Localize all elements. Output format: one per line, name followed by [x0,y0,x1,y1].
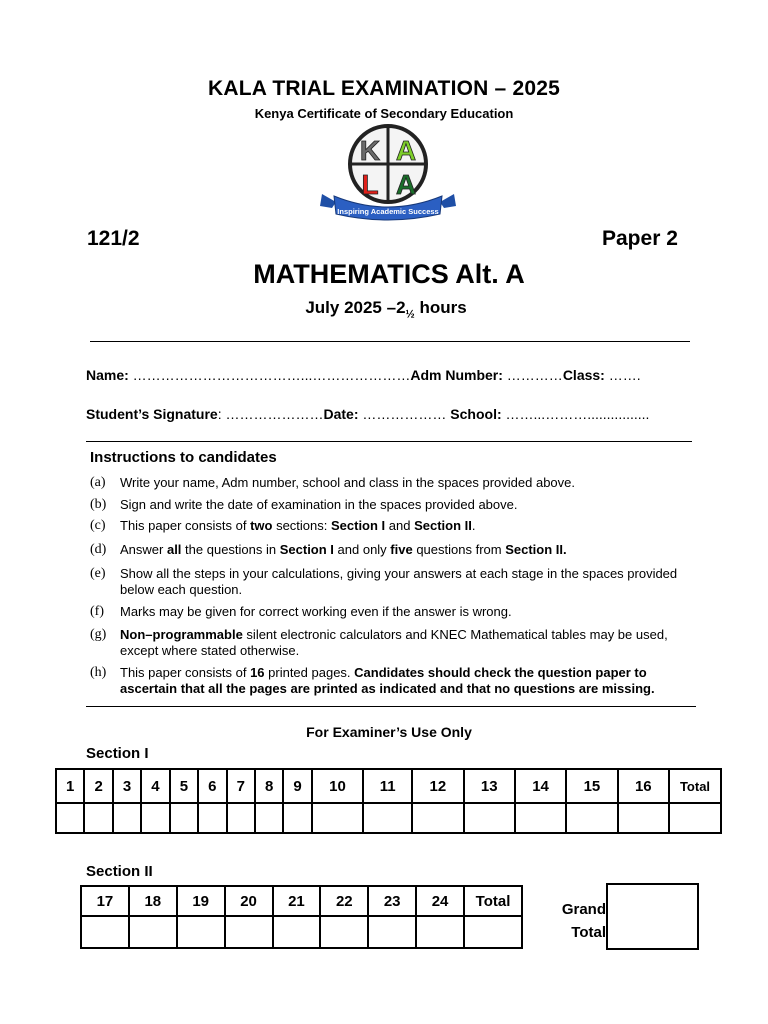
instruction-f: (f) Marks may be given for correct working even if the answer is wrong. [90,604,512,619]
section1-mark-cell-14[interactable] [515,803,566,833]
logo-banner-text: Inspiring Academic Success [337,207,439,216]
section1-mark-cell-4[interactable] [141,803,169,833]
class-label: Class: [562,367,605,383]
instruction-c: (c) This paper consists of two sections: Section I and Section II. [90,518,476,533]
section1-header-11: 11 [363,769,412,803]
divider-middle [86,441,692,442]
section2-header-21: 21 [273,886,321,916]
examiner-heading: For Examiner’s Use Only [306,724,472,740]
paper-code: 121/2 [87,227,140,250]
section1-mark-cell-6[interactable] [198,803,226,833]
exam-subtitle: Kenya Certificate of Secondary Education [254,106,514,121]
section2-header-23: 23 [368,886,416,916]
section1-mark-cell-16[interactable] [618,803,669,833]
school-field[interactable]: ……...………................ [501,406,650,422]
section1-mark-cell-9[interactable] [283,803,311,833]
section1-header-8: 8 [255,769,283,803]
logo-letter-a1: A [395,135,417,166]
exam-date: July 2025 $-2_{\frac{1}{2}}$ hours [305,298,467,321]
section1-mark-cell-1[interactable] [56,803,84,833]
section1-mark-cell-5[interactable] [170,803,198,833]
section2-header-17: 17 [81,886,129,916]
class-field[interactable]: ……. [604,367,641,383]
signature-field[interactable]: : ………………… [217,406,324,422]
signature-row [86,406,649,422]
section1-header-12: 12 [412,769,463,803]
section2-mark-cell-17[interactable] [81,916,129,948]
section2-mark-cell-21[interactable] [273,916,321,948]
section2-mark-cell-total[interactable] [464,916,522,948]
section2-mark-cell-22[interactable] [320,916,368,948]
logo-letter-l: L [361,169,379,200]
subject-title: MATHEMATICS Alt. A [253,259,525,289]
section1-label: Section I [86,745,149,762]
name-label: Name: [86,367,129,383]
grand-total-box[interactable] [606,883,699,950]
section2-header-20: 20 [225,886,273,916]
paper-number: Paper 2 [602,227,678,250]
signature-label: Student’s Signature [86,406,218,422]
section2-header-18: 18 [129,886,177,916]
section1-header-14: 14 [515,769,566,803]
section1-header-2: 2 [84,769,112,803]
instructions-heading: Instructions to candidates [90,449,277,466]
section1-mark-cell-7[interactable] [227,803,255,833]
section2-mark-cell-23[interactable] [368,916,416,948]
name-row [86,367,641,383]
section2-header-24: 24 [416,886,464,916]
instruction-d: (d) Answer all the questions in Section I and only five questions from Section II. [90,542,567,557]
grand-total-label: Grand Total [561,901,606,941]
section1-header-7: 7 [227,769,255,803]
section1-mark-cell-8[interactable] [255,803,283,833]
section1-header-15: 15 [566,769,617,803]
instruction-g: (g) Non–programmable silent electronic calculators and KNEC Mathematical tables may be used, except where stated otherwise. [90,627,668,658]
logo-letter-k: K [359,135,381,166]
logo-letter-a2: A [395,169,417,200]
section1-mark-cell-12[interactable] [412,803,463,833]
section2-header-19: 19 [177,886,225,916]
section1-header-16: 16 [618,769,669,803]
section1-header-1: 1 [56,769,84,803]
name-field[interactable]: ………………………………...………………… [128,367,411,383]
section1-header-10: 10 [312,769,363,803]
section1-mark-cell-13[interactable] [464,803,515,833]
section2-header-total: Total [464,886,522,916]
section2-mark-cell-19[interactable] [177,916,225,948]
date-label: Date: [323,406,359,422]
adm-label: Adm Number: [410,367,503,383]
section2-label: Section II [86,863,153,880]
section1-header-4: 4 [141,769,169,803]
school-label: School: [450,406,502,422]
adm-field[interactable]: ………… [502,367,563,383]
instruction-e: (e) Show all the steps in your calculations, giving your answers at each stage in the spaces provided below each question. [90,566,678,597]
section1-header-3: 3 [113,769,141,803]
section1-mark-cell-total[interactable] [669,803,721,833]
section1-header-5: 5 [170,769,198,803]
instruction-a: (a) Write your name, Adm number, school and class in the spaces provided above. [90,475,576,490]
section1-mark-cell-3[interactable] [113,803,141,833]
section1-mark-cell-2[interactable] [84,803,112,833]
divider-top [90,341,690,342]
kala-logo [316,122,460,224]
section2-mark-cell-18[interactable] [129,916,177,948]
section1-header-9: 9 [283,769,311,803]
instruction-h: (h) This paper consists of 16 printed pages. Candidates should check the question paper to ascertain that all the pages are printed as indicated and that no questions are missing. [90,665,655,696]
date-field[interactable]: ……………… [358,406,451,422]
section1-header-13: 13 [464,769,515,803]
section1-header-total: Total [669,769,721,803]
section1-mark-cell-15[interactable] [566,803,617,833]
section2-header-22: 22 [320,886,368,916]
instruction-b: (b) Sign and write the date of examination in the spaces provided above. [90,497,518,512]
section2-table [80,885,523,949]
section2-mark-cell-20[interactable] [225,916,273,948]
section1-mark-cell-10[interactable] [312,803,363,833]
exam-title: KALA TRIAL EXAMINATION – 2025 [208,77,560,100]
section1-mark-cell-11[interactable] [363,803,412,833]
divider-bottom [86,706,696,707]
section1-table [55,768,722,834]
section2-mark-cell-24[interactable] [416,916,464,948]
section1-header-6: 6 [198,769,226,803]
